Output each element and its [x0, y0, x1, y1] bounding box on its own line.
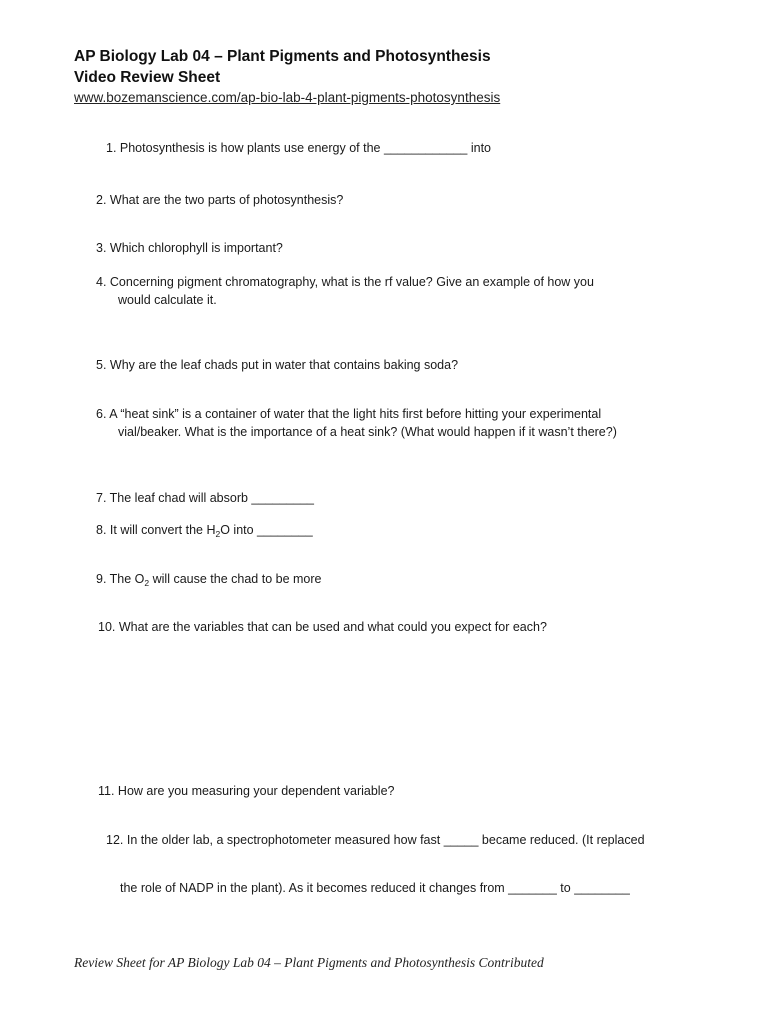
question-8	[96, 522, 313, 540]
question-4-line-1: 4. Concerning pigment chromatography, what is the rf value? Give an example of how you	[96, 275, 594, 289]
question-12-line-2: the role of NADP in the plant). As it becomes reduced it changes from _______ to ________	[120, 881, 630, 895]
question-11: 11. How are you measuring your dependent variable?	[98, 784, 395, 798]
source-link[interactable]: www.bozemanscience.com/ap-bio-lab-4-plant-pigments-photosynthesis	[74, 90, 501, 105]
subscript: 2	[144, 578, 150, 588]
question-9	[96, 571, 321, 589]
question-5: 5. Why are the leaf chads put in water that contains baking soda?	[96, 358, 459, 372]
document-title: AP Biology Lab 04 – Plant Pigments and Photosynthesis	[74, 48, 491, 65]
document-subtitle: Video Review Sheet	[74, 69, 221, 86]
page-footer: Review Sheet for AP Biology Lab 04 – Plant Pigments and Photosynthesis Contributed	[74, 955, 544, 970]
question-8-text: 8. It will convert the H	[96, 523, 216, 537]
subscript: 2	[215, 529, 221, 539]
question-12-line-1: 12. In the older lab, a spectrophotometer measured how fast _____ became reduced. (It replaced	[106, 833, 645, 847]
question-10: 10. What are the variables that can be used and what could you expect for each?	[98, 620, 547, 634]
question-8-text-end: O into ________	[220, 523, 313, 537]
question-7: 7. The leaf chad will absorb _________	[96, 491, 314, 505]
question-4-line-2: would calculate it.	[118, 293, 217, 307]
question-1: 1. Photosynthesis is how plants use energy of the ____________ into	[106, 141, 491, 155]
question-6-line-1: 6. A “heat sink” is a container of water that the light hits first before hitting your experimental	[96, 407, 602, 421]
question-2: 2. What are the two parts of photosynthesis?	[96, 193, 344, 207]
question-9-text-end: will cause the chad to be more	[149, 572, 322, 586]
question-6-line-2: vial/beaker. What is the importance of a heat sink? (What would happen if it wasn’t there?)	[118, 425, 617, 439]
question-3: 3. Which chlorophyll is important?	[96, 241, 283, 255]
question-9-text: 9. The O	[96, 572, 145, 586]
